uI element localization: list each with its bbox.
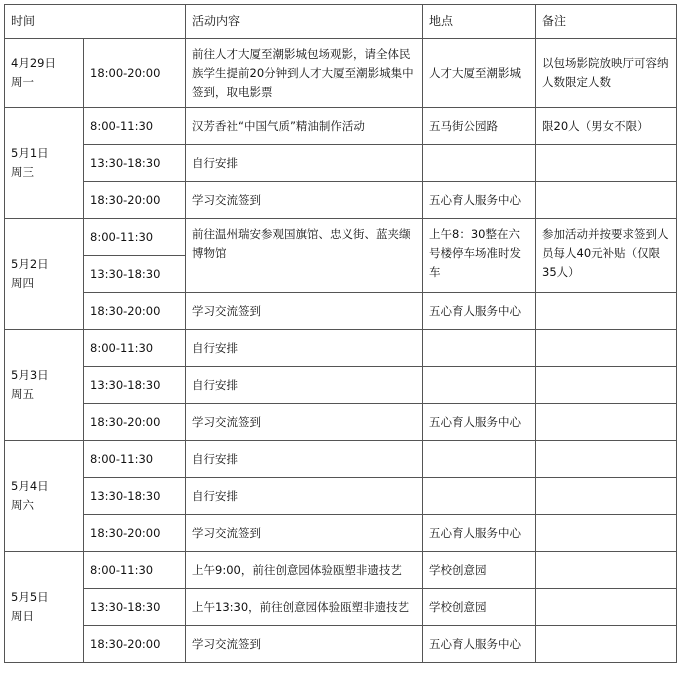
day-cell <box>5 441 84 552</box>
note-cell: 限20人（男女不限） <box>536 108 677 145</box>
location-cell: 上午8：30整在六号楼停车场准时发车 <box>423 219 536 293</box>
time-slot: 13:30-18:30 <box>84 589 186 626</box>
note-cell <box>536 441 677 478</box>
day-weekday: 周日 <box>11 609 34 623</box>
table-row <box>5 404 677 441</box>
header-row <box>5 5 677 39</box>
table-row <box>5 293 677 330</box>
time-slot: 18:30-20:00 <box>84 182 186 219</box>
time-slot: 18:30-20:00 <box>84 293 186 330</box>
table-row <box>5 552 677 589</box>
location-cell: 人才大厦至潮影城 <box>423 39 536 108</box>
activity-cell: 自行安排 <box>186 145 423 182</box>
time-slot: 18:30-20:00 <box>84 626 186 663</box>
day-cell <box>5 39 84 108</box>
day-cell <box>5 219 84 330</box>
activity-cell: 自行安排 <box>186 441 423 478</box>
table-row <box>5 478 677 515</box>
header-activity: 活动内容 <box>186 5 423 39</box>
table-row <box>5 182 677 219</box>
day-date: 5月4日 <box>11 479 49 493</box>
location-cell <box>423 478 536 515</box>
time-slot: 18:30-20:00 <box>84 515 186 552</box>
table-row <box>5 441 677 478</box>
time-slot: 13:30-18:30 <box>84 256 186 293</box>
location-cell: 学校创意园 <box>423 589 536 626</box>
note-cell <box>536 589 677 626</box>
note-cell <box>536 626 677 663</box>
activity-cell: 学习交流签到 <box>186 293 423 330</box>
time-slot: 18:30-20:00 <box>84 404 186 441</box>
note-cell: 参加活动并按要求签到人员每人40元补贴（仅限35人） <box>536 219 677 293</box>
table-row <box>5 145 677 182</box>
header-time: 时间 <box>5 5 186 39</box>
note-cell <box>536 478 677 515</box>
day-date: 5月5日 <box>11 590 49 604</box>
day-date: 5月3日 <box>11 368 49 382</box>
table-row <box>5 589 677 626</box>
location-cell: 五心育人服务中心 <box>423 293 536 330</box>
location-cell: 五心育人服务中心 <box>423 626 536 663</box>
activity-cell: 学习交流签到 <box>186 182 423 219</box>
day-weekday: 周四 <box>11 276 34 290</box>
day-date: 5月2日 <box>11 257 49 271</box>
time-slot: 8:00-11:30 <box>84 108 186 145</box>
table-row <box>5 626 677 663</box>
day-weekday: 周三 <box>11 165 34 179</box>
day-weekday: 周五 <box>11 387 34 401</box>
note-cell <box>536 145 677 182</box>
header-location: 地点 <box>423 5 536 39</box>
location-cell: 五心育人服务中心 <box>423 515 536 552</box>
table-row <box>5 367 677 404</box>
location-cell: 五心育人服务中心 <box>423 404 536 441</box>
time-slot: 18:00-20:00 <box>84 39 186 108</box>
location-cell <box>423 145 536 182</box>
time-slot: 13:30-18:30 <box>84 145 186 182</box>
note-cell <box>536 330 677 367</box>
day-cell <box>5 552 84 663</box>
note-cell <box>536 515 677 552</box>
note-cell: 以包场影院放映厅可容纳人数限定人数 <box>536 39 677 108</box>
table-row <box>5 330 677 367</box>
note-cell <box>536 293 677 330</box>
activity-cell: 自行安排 <box>186 330 423 367</box>
table-row <box>5 219 677 256</box>
time-slot: 8:00-11:30 <box>84 552 186 589</box>
activity-cell: 前往人才大厦至潮影城包场观影，请全体民族学生提前20分钟到人才大厦至潮影城集中签到，取电影票 <box>186 39 423 108</box>
location-cell <box>423 330 536 367</box>
table-row <box>5 108 677 145</box>
time-slot: 8:00-11:30 <box>84 441 186 478</box>
time-slot: 8:00-11:30 <box>84 330 186 367</box>
day-date: 5月1日 <box>11 146 49 160</box>
location-cell <box>423 367 536 404</box>
location-cell: 五马街公园路 <box>423 108 536 145</box>
schedule-table <box>4 4 677 663</box>
location-cell: 学校创意园 <box>423 552 536 589</box>
note-cell <box>536 367 677 404</box>
activity-cell: 学习交流签到 <box>186 626 423 663</box>
time-slot: 13:30-18:30 <box>84 367 186 404</box>
day-cell <box>5 330 84 441</box>
note-cell <box>536 404 677 441</box>
activity-cell: 上午9:00，前往创意园体验瓯塑非遗技艺 <box>186 552 423 589</box>
activity-cell: 学习交流签到 <box>186 404 423 441</box>
activity-cell: 自行安排 <box>186 478 423 515</box>
header-note: 备注 <box>536 5 677 39</box>
activity-cell: 学习交流签到 <box>186 515 423 552</box>
day-date: 4月29日 <box>11 56 56 70</box>
location-cell: 五心育人服务中心 <box>423 182 536 219</box>
note-cell <box>536 182 677 219</box>
activity-cell: 自行安排 <box>186 367 423 404</box>
day-weekday: 周六 <box>11 498 34 512</box>
table-row <box>5 39 677 108</box>
time-slot: 8:00-11:30 <box>84 219 186 256</box>
day-weekday: 周一 <box>11 75 34 89</box>
table-row <box>5 515 677 552</box>
activity-cell: 汉芳香社“中国气质”精油制作活动 <box>186 108 423 145</box>
location-cell <box>423 441 536 478</box>
time-slot: 13:30-18:30 <box>84 478 186 515</box>
day-cell <box>5 108 84 219</box>
activity-cell: 前往温州瑞安参观国旗馆、忠义街、蓝夹缬博物馆 <box>186 219 423 293</box>
activity-cell: 上午13:30，前往创意园体验瓯塑非遗技艺 <box>186 589 423 626</box>
note-cell <box>536 552 677 589</box>
